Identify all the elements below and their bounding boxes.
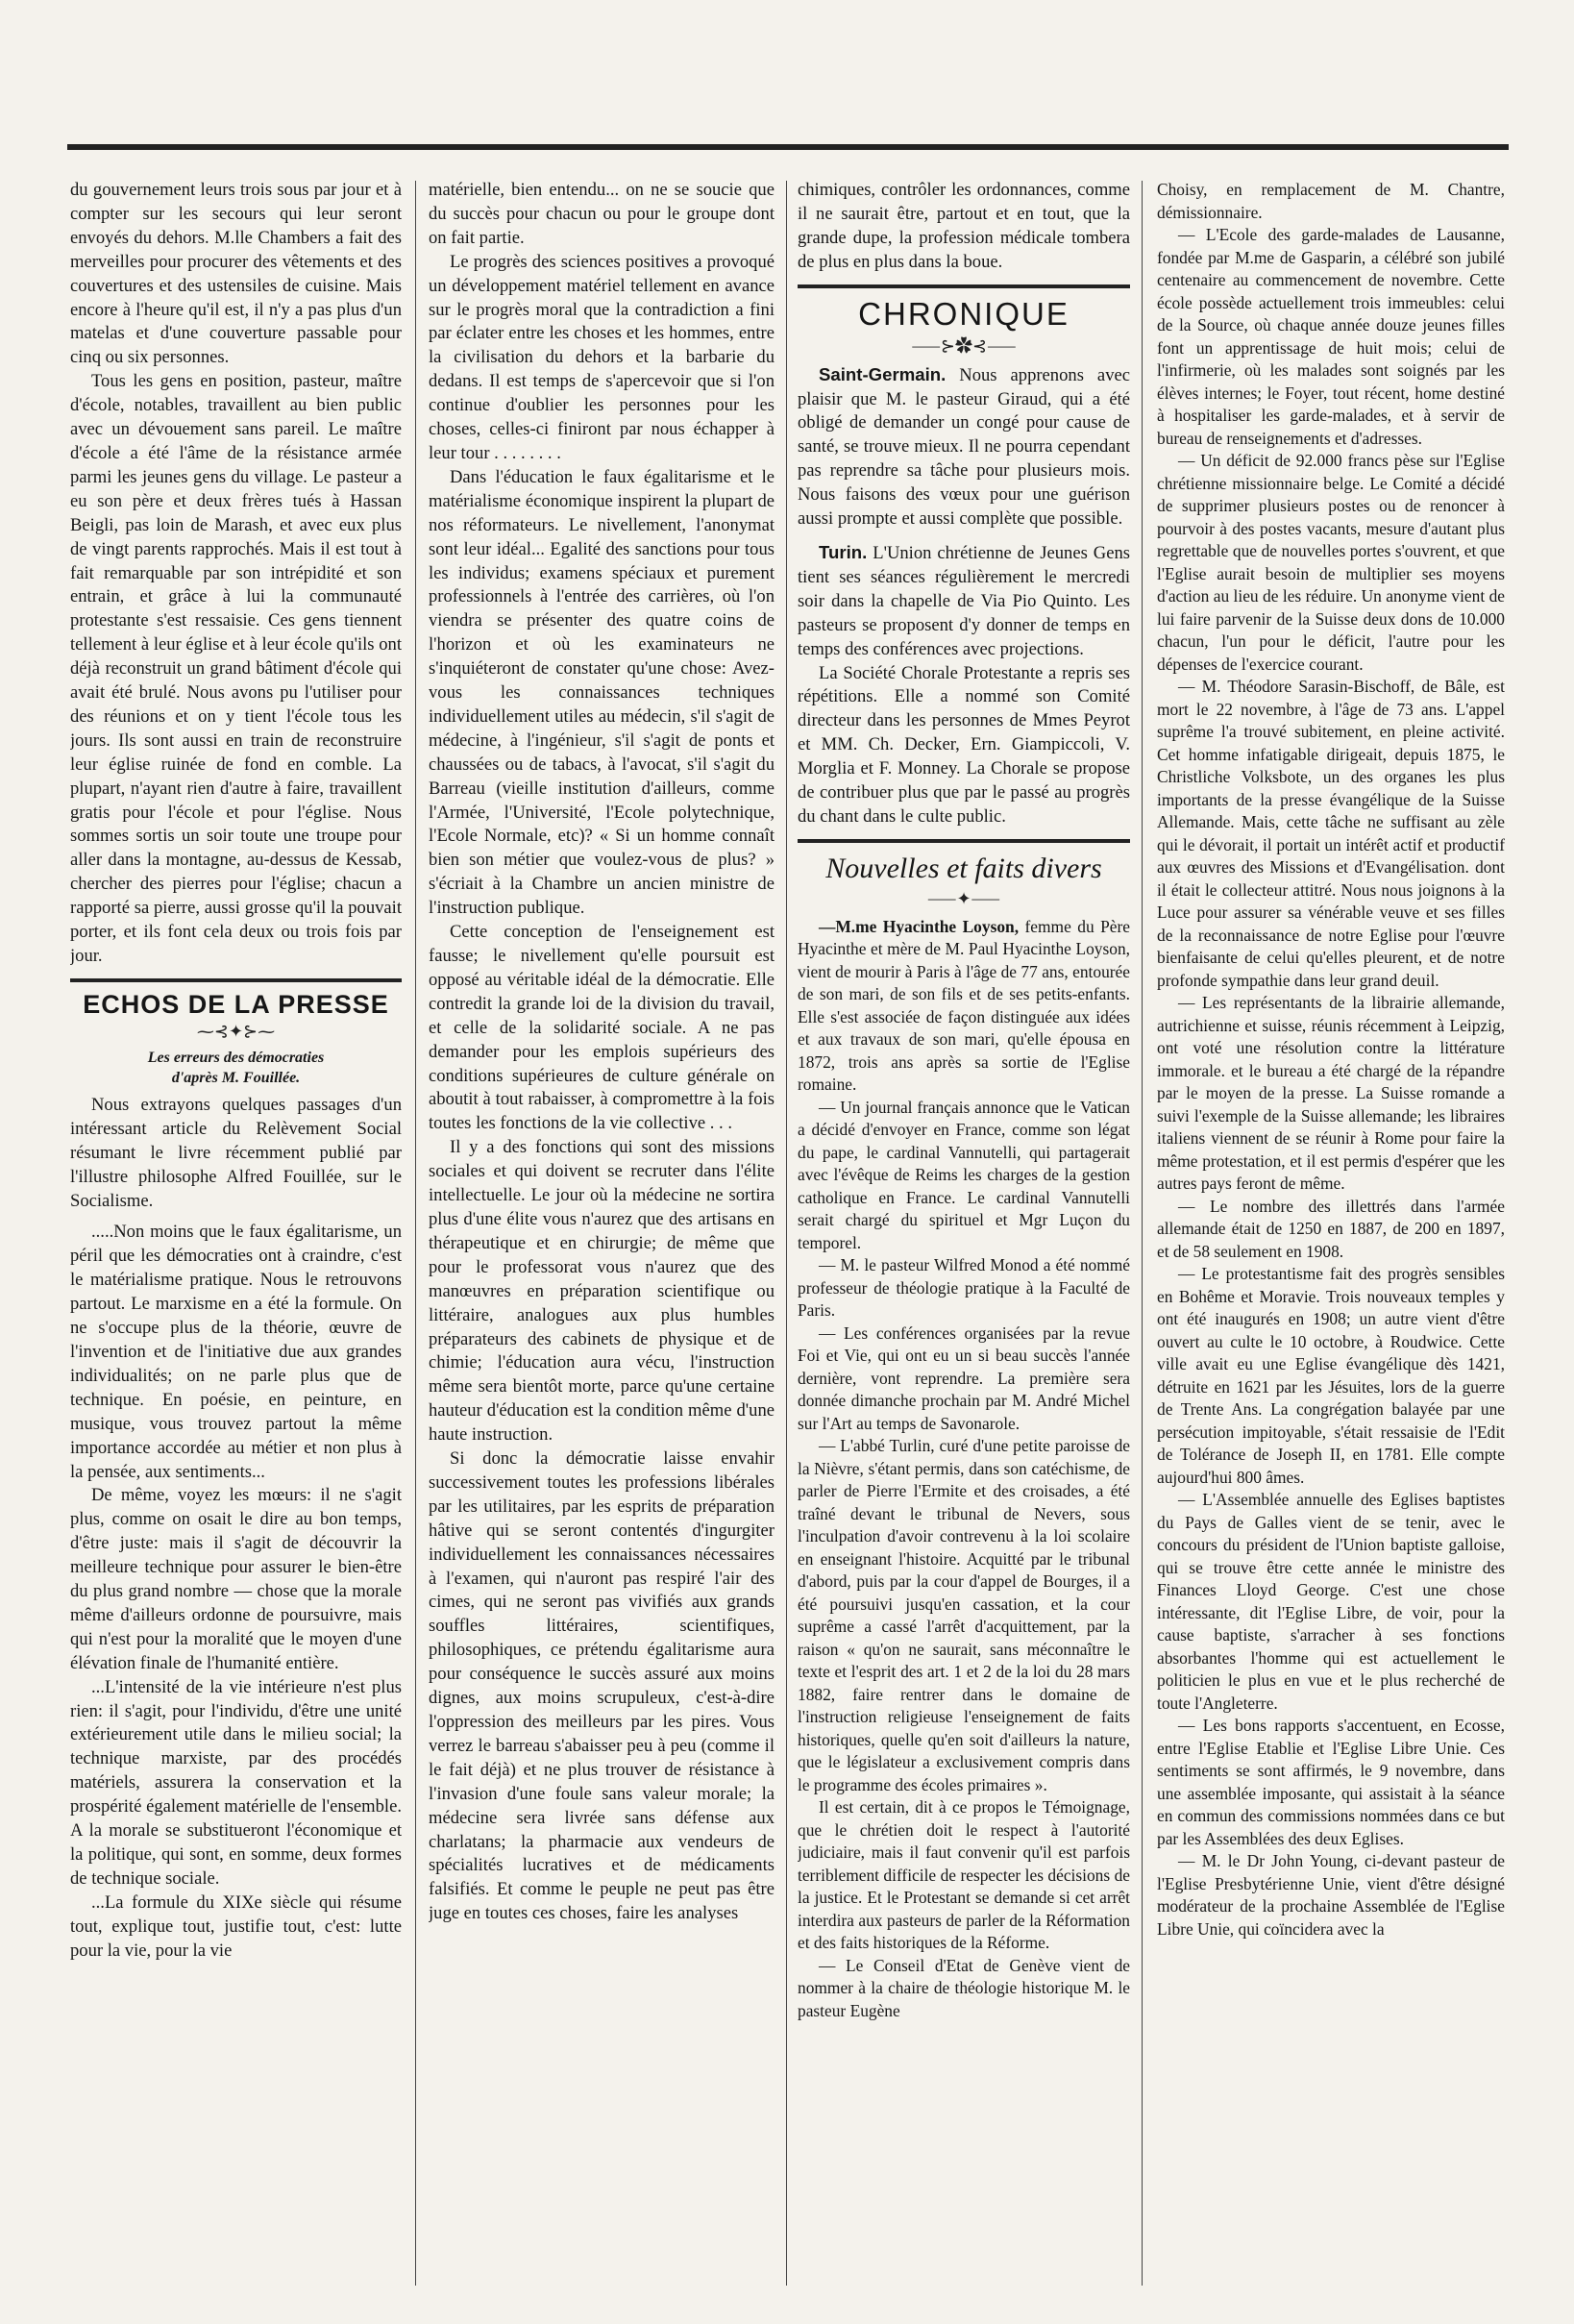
- section-title-nouvelles: Nouvelles et faits divers: [825, 852, 1102, 884]
- chronique-item: Turin. L'Union chrétienne de Jeunes Gens tient ses séances régulièrement le mercredi soir dans la chapelle de Via Pio Quinto. Les pasteurs se proposent d'y donner de temps en temps des conférences avec projections.: [798, 541, 1130, 659]
- article-paragraph: du gouvernement leurs trois sous par jour et à compter sur les secours qui leur seront envoyés du dehors. M.lle Chambers a fait des merveilles pour procurer des vêtements et des couvertures et des ustensiles de cuisine. Mais encore à l'heure qu'il est, il n'y a pas plus d'un matelas et d'une couverture passable pour cinq ou six personnes.: [70, 180, 402, 368]
- news-item: — Un journal français annonce que le Vatican a décidé d'envoyer en France, comme son légat du pape, le cardinal Vannutelli, qui partagerait avec l'évêque de Reims les charges de la gestion catholique en France. Le cardinal Vannutelli serait chargé du spirituel et Mgr Luçon du temporel.: [798, 1097, 1130, 1252]
- article-paragraph: De même, voyez les mœurs: il ne s'agit plus, comme on osait le dire au bon temps, d'être juste: mais il s'agit de découvrir la meilleure technique pour assurer le bien-être du plus grand nombre — chose que la morale même d'ailleurs ordonne de poursuivre, mais qui n'est pour la moralité que le moyen d'une élévation finale de l'humanité entière.: [70, 1485, 402, 1673]
- column-divider: [415, 181, 416, 2286]
- article-paragraph: chimiques, contrôler les ordonnances, comme il ne saurait être, partout et en tout, que la grande dupe, la profession médicale tombera de plus en plus dans la boue.: [798, 180, 1130, 272]
- article-paragraph: matérielle, bien entendu... on ne se soucie que du succès pour chacun ou pour le groupe dont on fait partie.: [429, 180, 775, 248]
- column-2: [429, 179, 775, 2295]
- article-paragraph: Tous les gens en position, pasteur, maître d'école, notables, travaillent au bien public avec un dévouement sans pareil. Le maître d'école a été l'âme de la résistance armée parmi les jeunes gens du village. Le pasteur a eu son père et deux frères tués à Hassan Beigli, pas loin de Marash, et avec eux plus de vingt parents rapprochés. Mais il est tout à fait remarquable par son intrépidité et son entrain, et grâce à lui la communauté protestante s'est ressaisie. Ces gens tiennent tellement à leur église et à leur école qu'ils ont déjà reconstruit un grand bâtiment d'école qui avait été brulé. Nous avons pu l'utiliser pour des réunions et on y tient l'école tous les jours. Ils sont aussi en train de reconstruire leur église ruinée de fond en comble. La plupart, n'ayant rien d'autre à faire, travaillent gratis pour l'école et pour l'église. Nous sommes sortis un soir toute une troupe pour aller dans la montagne, au-dessus de Kessab, chercher des pierres pour l'église; chacun a rapporté sa pierre, aussi grosse qu'il la pouvait porter, et ils font cela deux ou trois fois par jour.: [70, 371, 402, 966]
- news-item: — Les bons rapports s'accentuent, en Ecosse, entre l'Eglise Etablie et l'Eglise Libre Unie. Ces sentiments se sont affirmés, le 9 novembre, dans une assemblée imposante, qui assistait à la séance en commun des commissions nommées dans ce but par les Assemblées des deux Eglises.: [1157, 1716, 1505, 1848]
- section-divider: [70, 978, 402, 982]
- column-4: [1157, 179, 1505, 2295]
- ornament: ⁓⊰✦⊱⁓: [196, 1021, 276, 1041]
- article-paragraph: ...L'intensité de la vie intérieure n'est plus rien: il s'agit, pour l'individu, d'être une unité extérieurement utile dans le milieu social; la technique marxiste, par des procédés matériels, assurera la conservation et la prospérité également matérielle de l'ensemble. A la morale se substitueront l'économique et la politique, qui sont, en somme, deux formes de technique sociale.: [70, 1676, 402, 1889]
- news-name: —M.me Hyacinthe Loyson,: [819, 916, 1020, 936]
- article-subtitle: Les erreurs des démocraties d'après M. Fouillée.: [147, 1049, 325, 1086]
- article-paragraph: La Société Chorale Protestante a repris ses répétitions. Elle a nommé son Comité directeur dans les personnes de Mmes Peyrot et MM. Ch. Decker, Ern. Giampiccoli, V. Morglia et F. Monney. La Chorale se propose de contribuer plus que par le passé au progrès du chant dans le culte public.: [798, 662, 1130, 827]
- article-paragraph: ...La formule du XIXe siècle qui résume tout, explique tout, justifie tout, c'est: lutte pour la vie, pour la vie: [70, 1891, 402, 1961]
- news-item: — L'Ecole des garde-malades de Lausanne, fondée par M.me de Gasparin, a célébré son jubilé centenaire au commencement de novembre. Cette école possède actuellement trois immeubles: celui de la Source, où chaque année douze jeunes filles font un apprentissage de huit mois; celui de l'infirmerie, où les malades sont soignés par les élèves internes; le Foyer, tout récent, home destiné à hospitaliser les garde-malades, et à servir de bureau de renseignements et d'adresses.: [1157, 225, 1505, 448]
- ornament: ⸺⊱✿⊰⸺: [911, 335, 1017, 356]
- news-item: — Un déficit de 92.000 francs pèse sur l'Eglise chrétienne missionnaire belge. Le Comité a décidé de supprimer plusieurs postes ou de renoncer à pourvoir à des postes vacants, mesure d'autant plus regrettable que de nouvelles portes s'ouvrent, et que l'Eglise aurait besoin de multiplier ses moyens d'action au lieu de les réduire. Un anonyme vient de lui faire parvenir de la Suisse deux dons de 10.000 chacun, l'un pour le déficit, l'autre pour les dépenses de l'exercice courant.: [1157, 451, 1505, 674]
- ornament: ⸺✦⸺: [927, 888, 1000, 908]
- news-item: — Le Conseil d'Etat de Genève vient de nommer à la chaire de théologie historique M. le pasteur Eugène: [798, 1955, 1130, 2020]
- news-item: — M. le Dr John Young, ci-devant pasteur de l'Eglise Presbytérienne Unie, vient d'être désigné modérateur de la prochaine Assemblée de l'Eglise Libre Unie, qui coïncidera avec la: [1157, 1851, 1505, 1939]
- section-divider: [798, 839, 1130, 843]
- news-item: — Le nombre des illettrés dans l'armée allemande était de 1250 en 1887, de 200 en 1897, et de 58 seulement en 1908.: [1157, 1196, 1505, 1261]
- article-paragraph: Dans l'éducation le faux égalitarisme et le matérialisme économique inspirent la plupart de nos réformateurs. Le nivellement, l'anonymat sont leur idéal... Egalité des sanctions pour tous les individus; examens spéciaux et purement professionnels à l'entrée des carrières, où l'on viendra se présenter des quatre coins de l'horizon et où les examinateurs ne s'inquiéteront de constater qu'une chose: Avez-vous les connaissances techniques individuellement utiles au médecin, s'il s'agit de médecine, à l'ingénieur, s'il s'agit de ponts et chaussées ou de tabacs, à l'avocat, s'il s'agit du Barreau (vieille institution d'ailleurs, comme l'Armée, l'Université, l'Ecole polytechnique, l'Ecole Normale, etc)? « Si un homme connaît bien son métier que voulez-vous de plus? » s'écriait à la Chambre un ancien ministre de l'instruction publique.: [429, 466, 775, 919]
- news-item: — L'abbé Turlin, curé d'une petite paroisse de la Nièvre, s'étant permis, dans son catéchisme, de parler de Pierre l'Ermite et des croisades, a été traîné devant le tribunal de Nevers, sous l'inculpation d'avoir contrevenu à la loi scolaire en enseignant l'histoire. Acquitté par le tribunal d'abord, puis par la cour d'appel de Bourges, il a été poursuivi jusqu'en cassation, et la cour suprême a cassé l'arrêt d'acquittement, par la raison « qu'on ne saurait, sans méconnaître le texte et l'esprit des art. 1 et 2 de la loi du 28 mars 1882, faire rentrer dans le domaine de l'instruction religieuse l'enseignement de faits historiques, quelle qu'en soit d'ailleurs la nature, que le législateur a exclusivement compris dans le programme des écoles primaires ».: [798, 1436, 1130, 1794]
- article-paragraph: Nous extrayons quelques passages d'un intéressant article du Relèvement Social résumant le livre récemment publié par l'illustre philosophe Alfred Fouillée, sur le Socialisme.: [70, 1094, 402, 1211]
- news-item: — Les représentants de la librairie allemande, autrichienne et suisse, réunis récemment à Leipzig, ont voté une résolution contre la littérature immorale. et le bureau a été chargé de la répandre par le moyen de la presse. La Suisse romande a suivi l'exemple de la Suisse allemande; les libraires italiens viennent de se réunir à Rome pour faire la même protestation, et il est permis d'espérer que les autres pays feront de même.: [1157, 993, 1505, 1193]
- column-3: [798, 179, 1130, 2295]
- section-title-chronique: CHRONIQUE: [858, 295, 1070, 332]
- news-item: — M. le pasteur Wilfred Monod a été nommé professeur de théologie pratique à la Faculté de Paris.: [798, 1255, 1130, 1321]
- article-paragraph: Si donc la démocratie laisse envahir successivement toutes les professions libérales par les utilitaires, par les esprits de préparation hâtive qui se seront contentés d'ingurgiter individuellement les connaissances nécessaires à l'examen, qui n'auront pas respiré l'air des cimes, qui ne seront pas vivifiés aux grands souffles littéraires, scientifiques, philosophiques, ce prétendu égalitarisme aura pour conséquence le succès assuré aux moins dignes, aux moins scrupuleux, c'est-à-dire l'oppression des meilleurs par les pires. Vous verrez le barreau s'abaisser peu à peu (comme il le fait déjà) et ne plus trouver de résistance à l'invasion d'une foule sans valeur morale; la médecine sera livrée sans défense aux charlatans; la pharmacie aux vendeurs de spécialités lucratives et de médicaments falsifiés. Et comme le peuple ne peut pas être juge en toutes ces choses, faire les analyses: [429, 1448, 775, 1924]
- place-heading: Turin.: [819, 541, 868, 562]
- section-divider: [798, 284, 1130, 288]
- article-paragraph: .....Non moins que le faux égalitarisme, un péril que les démocraties ont à craindre, c'est le matérialisme pratique. Nous le retrouvons partout. Le marxisme en a été la formule. On ne s'occupe plus de la théorie, œuvre de l'invention et de l'initiative due aux grandes individualités; on ne parle plus que de technique. En poésie, en peinture, en musique, vous trouvez partout la même importance accordée au métier et non plus à la pensée, aux sentiments...: [70, 1222, 402, 1482]
- masthead-rule: [67, 144, 1509, 150]
- article-paragraph: Le progrès des sciences positives a provoqué un développement matériel tellement en avance sur le progrès moral que la contradiction a fini par éclater entre les choses et les hommes, entre la civilisation du dehors et la barbarie du dedans. Il est temps de s'apercevoir que si l'on continue d'oublier les personnes pour les choses, celles-ci finiront par nous échapper à leur tour . . . . . . . .: [429, 251, 775, 463]
- chronique-item: Saint-Germain. Nous apprenons avec plaisir que M. le pasteur Giraud, qui a été obligé de demander un congé pour cause de santé, se trouve mieux. Il ne pourra cependant pas reprendre sa tâche pour plusieurs mois. Nous faisons des vœux pour une guérison aussi prompte et aussi complète que possible.: [798, 363, 1130, 530]
- news-item: Choisy, en remplacement de M. Chantre, démissionnaire.: [1157, 180, 1505, 222]
- news-item: — Les conférences organisées par la revue Foi et Vie, qui ont eu un si beau succès l'année dernière, vont reprendre. La première sera donnée dimanche prochain par M. André Michel sur l'Art au temps de Savonarole.: [798, 1323, 1130, 1433]
- article-paragraph: Il y a des fonctions qui sont des missions sociales et qui doivent se recruter dans l'élite intellectuelle. Le jour où la médecine ne sortira plus d'une élite vous n'aurez que des artisans en thérapeutique et en chirurgie; de même que pour le professorat vous n'aurez que des manœuvres en préparation scientifique ou littéraire, analogues aux plus humbles préparateurs des cabinets de physique et de chimie; l'éducation aura vécu, l'instruction même sera bientôt morte, parce qu'une certaine hauteur d'éducation est la condition même d'une haute instruction.: [429, 1137, 775, 1446]
- section-title-echos: ECHOS DE LA PRESSE: [83, 989, 389, 1019]
- column-divider: [1142, 181, 1143, 2286]
- news-item: —M.me Hyacinthe Loyson, femme du Père Hyacinthe et mère de M. Paul Hyacinthe Loyson, vient de mourir à Paris à l'âge de 77 ans, entourée de son mari, de son fils et de ses petits-enfants. Elle s'est associée de façon distinguée aux idées et aux travaux de son mari, qu'elle épousa en 1872, trois ans après sa sortie de l'Eglise romaine.: [798, 916, 1130, 1095]
- article-paragraph: Cette conception de l'enseignement est fausse; le nivellement qu'elle poursuit est opposé au véritable idéal de la démocratie. Elle contredit la grande loi de la division du travail, et celle de la solidarité sociale. A ne pas demander pour les emplois supérieurs des conditions supérieures de culture générale on aboutit à tout rabaisser, à compromettre à la fois toutes les fonctions de la vie collective . . .: [429, 922, 775, 1134]
- news-item: — M. Théodore Sarasin-Bischoff, de Bâle, est mort le 22 novembre, à l'âge de 73 ans. L'appel suprême l'a trouvé subitement, en pleine activité. Cet homme infatigable dirigeait, depuis 1875, le Christliche Volksbote, un des organes les plus importants de la presse évangélique de la Suisse Allemande. Mais, cette tâche ne suffisant au zèle qui le dévorait, il portait un intérêt actif et productif aux œuvres des Missions et d'Evangélisation. dont il était le collecteur attitré. Nous nous joignons à la Luce pour assurer sa vénérable veuve et ses filles de la reconnaissance de notre Eglise pour l'œuvre bienfaisante de celui qu'elles pleurent, et de notre profonde sympathie dans leur grand deuil.: [1157, 677, 1505, 990]
- news-item: — L'Assemblée annuelle des Eglises baptistes du Pays de Galles vient de se tenir, avec le concours du président de l'Union baptiste galloise, qui se trouve être cette année le ministre des Finances Lloyd George. C'est une chose intéressante, dit l'Eglise Libre, de voir, pour la cause baptiste, s'arracher à ses fonctions absorbantes l'homme qui est actuellement le politicien le plus en vue et le plus recherché de toute l'Angleterre.: [1157, 1490, 1505, 1713]
- column-1: [70, 179, 402, 2295]
- column-divider: [786, 181, 787, 2286]
- news-item: Il est certain, dit à ce propos le Témoignage, que le chrétien doit le respect à l'autorité judiciaire, mais il faut convenir qu'il est parfois terriblement difficile de respecter les décisions de la justice. Et le Protestant se demande si cet arrêt interdira aux pasteurs de parler de la Réformation et des faits historiques de la Réforme.: [798, 1797, 1130, 1953]
- news-item: — Le protestantisme fait des progrès sensibles en Bohême et Moravie. Trois nouveaux temples y ont été inaugurés en 1908; un autre vient d'être ouvert au culte le 10 octobre, à Roudwice. Cette ville avait eu une Eglise évangélique dès 1421, détruite en 1621 par les Jésuites, lors de la guerre de Trente Ans. La congrégation balayée par une persécution impitoyable, s'était ressaisie de l'Edit de Tolérance de Joseph II, en 1781. Elle compte aujourd'hui 800 âmes.: [1157, 1264, 1505, 1487]
- place-heading: Saint-Germain.: [819, 363, 947, 384]
